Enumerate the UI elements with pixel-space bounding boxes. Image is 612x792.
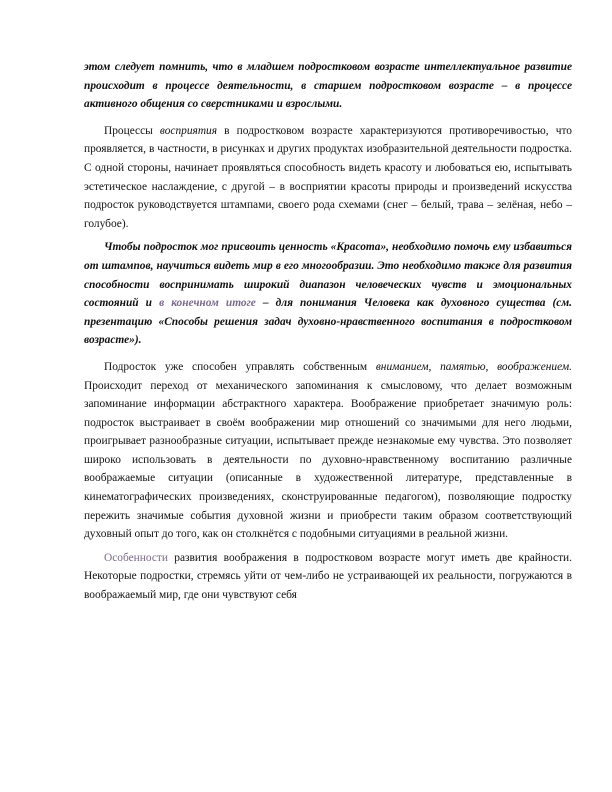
- beauty-highlight-text: в конечном итоге: [159, 297, 256, 310]
- document-page: [84, 58, 572, 605]
- attention-terms: вниманием, памятью, воображением.: [375, 360, 572, 373]
- perception-body-text: в подростковом возрасте характеризуются противоречивостью, что проявляется, в частности, в рисунках и других продуктах изобразительной деятельности подростка. С одной стороны, начинает проявляться способность видеть красоту и любоваться ею, испытывать эстетическое наслаждение, с другой – в восприятии красоты природы и произведений искусства подросток руководствуется штампами, своего рода схемами (снег – белый, трава – зелёная, небо – голубое).: [84, 124, 572, 230]
- paragraph-attention-memory: [84, 358, 572, 544]
- paragraph-imagination: [84, 549, 572, 605]
- imagination-body-text: развития воображения в подростковом возрасте могут иметь две крайности. Некоторые подростки, стремясь уйти от чем-либо не устраивающей их реальности, погружаются в воображаемый мир, где они чувствуют себя: [84, 551, 572, 602]
- attention-body-text: Происходит переход от механического запоминания к смысловому, что делает возможным запоминание информации абстрактного характера. Воображение приобретает значимую роль: подросток выстраивает в своём воображении мир отношений со значимыми для него людьми, проигрывает разнообразные ситуации, испытывает прежде незнакомые ему чувства. Это позволяет широко использовать в деятельности по духовно-нравственному воспитанию различные воображаемые ситуации (описанные в художественной литературе, представленные в кинематографических произведениях, сконструированные педагогом), позволяющие подростку пережить значимые события духовной жизни и приобрести таким образом соответствующий духовный опыт до того, как он столкнётся с подобными ситуациями в реальной жизни.: [84, 379, 572, 541]
- paragraph-beauty-value: [84, 238, 572, 350]
- paragraph-intellectual-development: этом следует помнить, что в младшем подростковом возрасте интеллектуальное развитие происходит в процессе деятельности, в старшем подростковом возрасте – в процессе активного общения со сверстниками и взрослыми.: [84, 61, 572, 111]
- imagination-lead-word: Особенности: [104, 551, 168, 564]
- beauty-tail-text: – для понимания Человека как духовного существа (см. презентацию «Способы решения задач духовно-нравственного воспитания в подростковом возрасте»).: [84, 297, 573, 347]
- perception-lead-text: Процессы: [104, 124, 160, 137]
- paragraph-perception: [84, 122, 572, 234]
- attention-lead-text: Подросток уже способен управлять собственным: [104, 360, 376, 373]
- perception-term: восприятия: [159, 124, 218, 137]
- beauty-lead-text: Чтобы подросток мог присвоить ценность «Красота», необходимо помочь ему избавиться от штампов, научиться видеть мир в его многообразии. Это необходимо также для развития способности воспринимать широкий диапазон человеческих чувств и эмоциональных состояний и: [84, 241, 572, 310]
